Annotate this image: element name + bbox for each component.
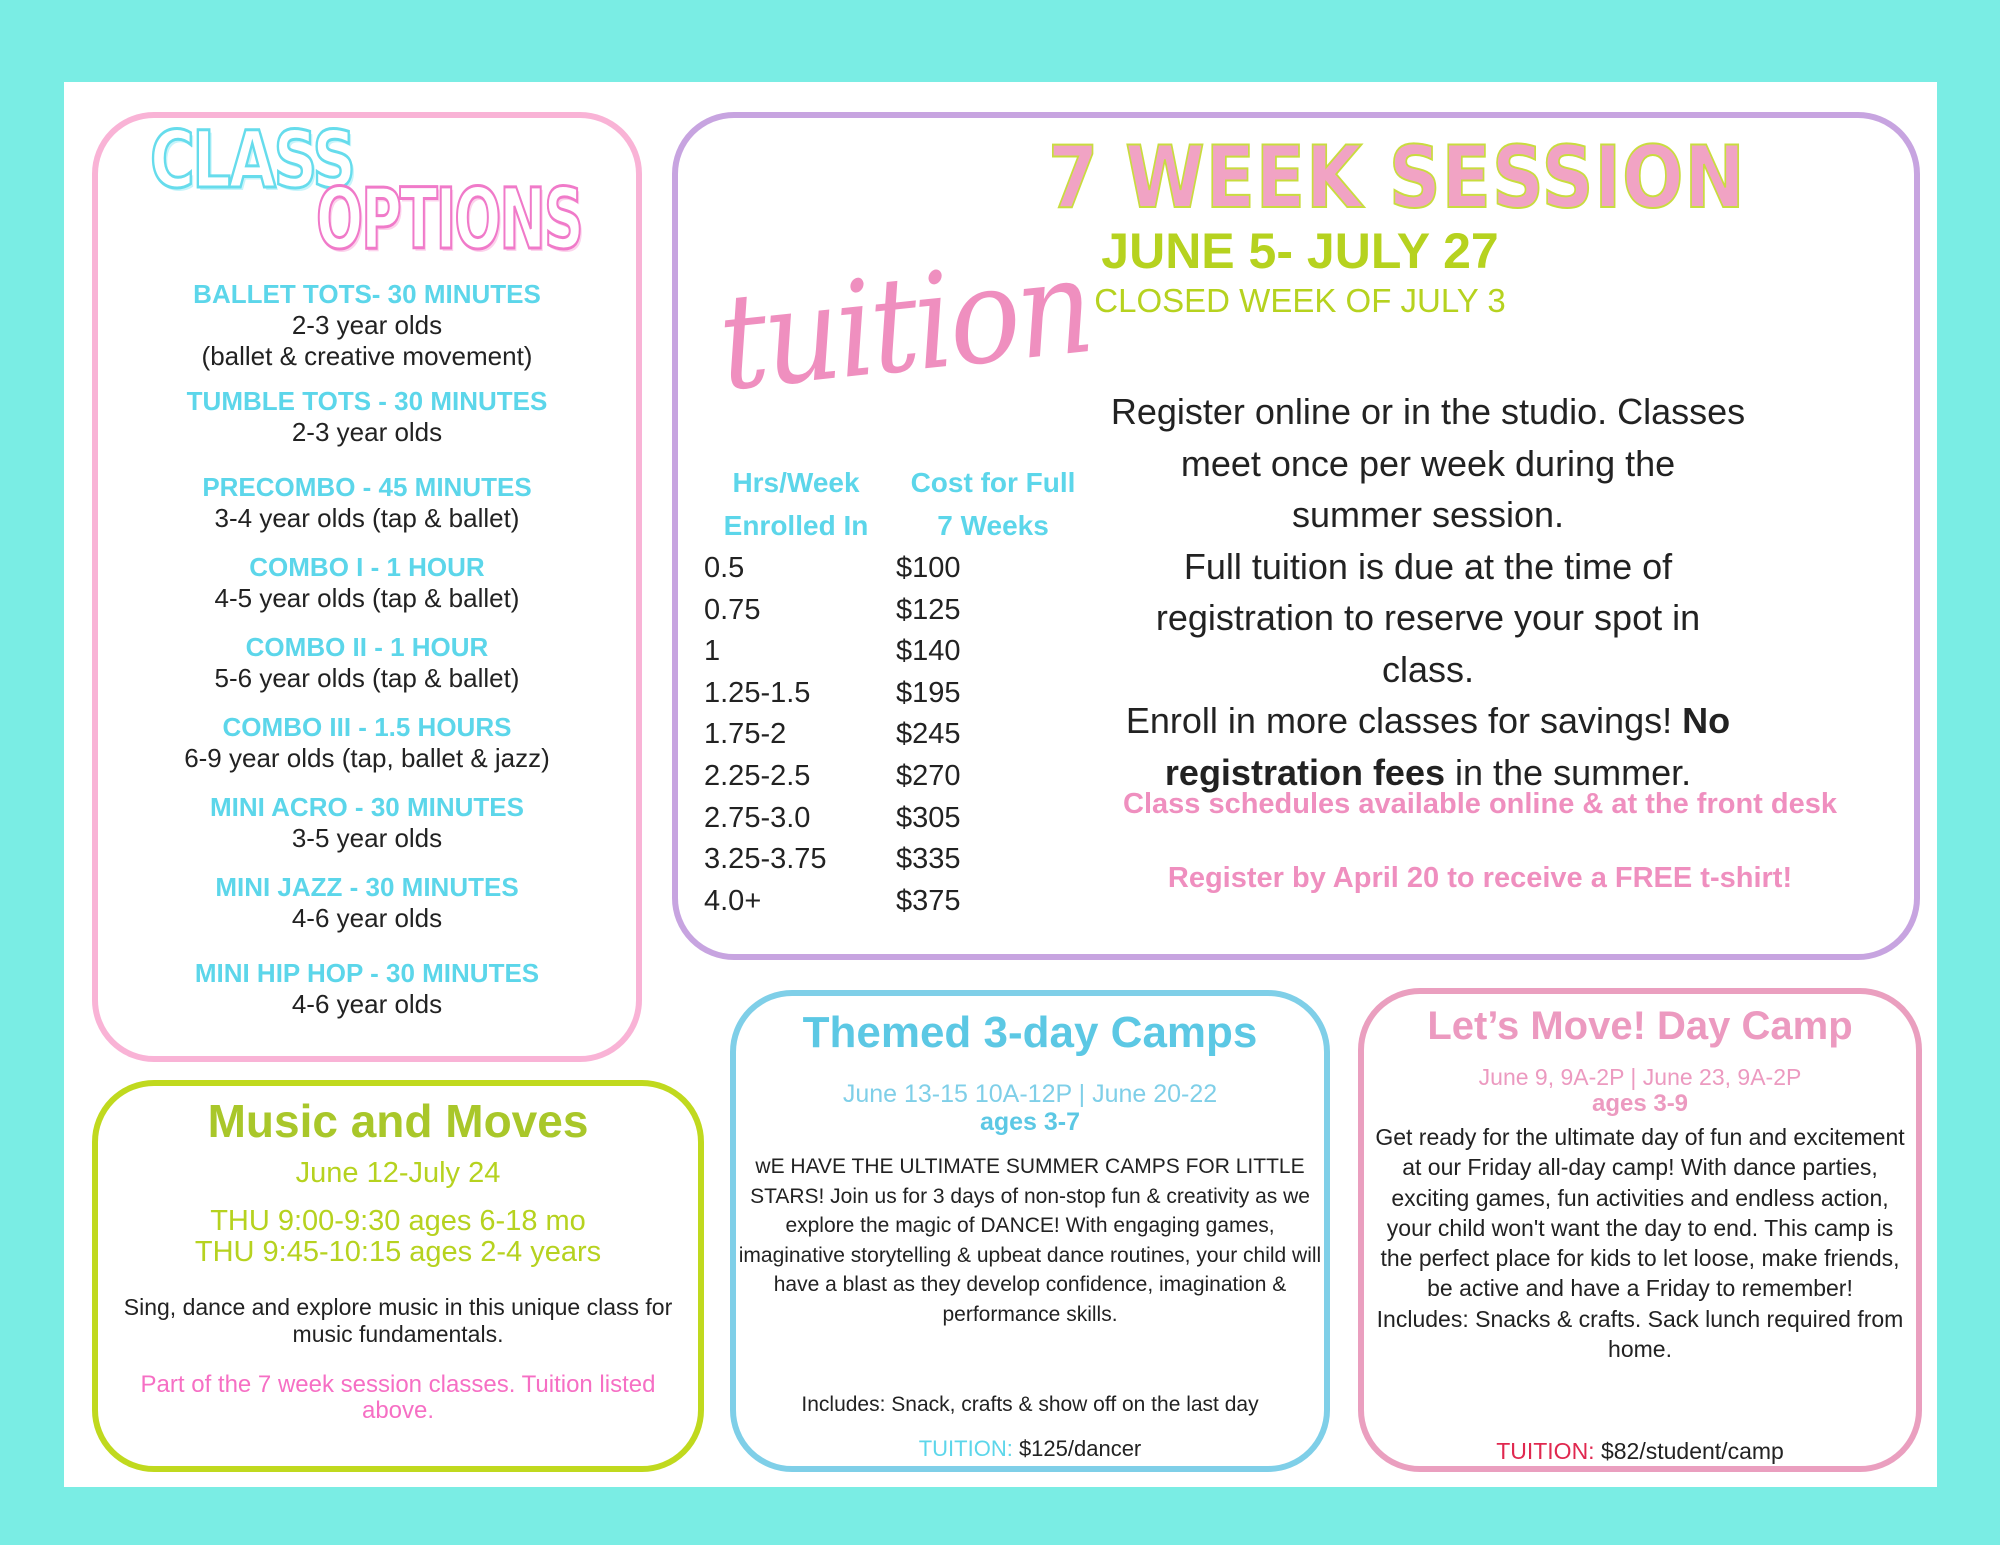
tshirt-note: Register by April 20 to receive a FREE t-shirt! xyxy=(1167,862,1793,894)
tuition-row xyxy=(704,594,1024,636)
music-description: Sing, dance and explore music in this unique class for music fundamentals. xyxy=(123,1294,673,1347)
tuition-cost: $375 xyxy=(896,884,961,917)
class-item xyxy=(112,472,622,534)
registration-line: meet once per week during the xyxy=(1180,442,1676,484)
tuition-cost: $245 xyxy=(896,718,961,751)
tuition-cost: $335 xyxy=(896,843,961,876)
class-description: 5-6 year olds (tap & ballet) xyxy=(214,663,520,693)
day-camp-ages: ages 3-9 xyxy=(1591,1090,1689,1117)
header-line: Enrolled In xyxy=(723,510,869,541)
class-description: 6-9 year olds (tap, ballet & jazz) xyxy=(184,743,550,773)
themed-camps-tuition xyxy=(738,1436,1322,1462)
tuition-label: TUITION: xyxy=(918,1436,1013,1461)
session-title: 7 WEEK SESSION xyxy=(1048,128,1746,228)
tuition-hours: 0.75 xyxy=(704,593,761,626)
tuition-row xyxy=(704,843,1024,885)
tuition-hours: 4.0+ xyxy=(704,884,762,917)
registration-line: Full tuition is due at the time of xyxy=(1183,545,1673,587)
session-dates: JUNE 5- JULY 27 xyxy=(1101,223,1499,279)
tuition-hours: 3.25-3.75 xyxy=(704,843,827,876)
class-description: (ballet & creative movement) xyxy=(201,341,533,371)
tuition-label: TUITION: xyxy=(1496,1438,1595,1464)
header-line: 7 Weeks xyxy=(937,510,1049,541)
registration-bold: No xyxy=(1682,700,1731,741)
tuition-cost: $100 xyxy=(896,552,961,584)
class-name: MINI HIP HOP - 30 MINUTES xyxy=(194,958,540,988)
day-camp-dates: June 9, 9A-2P | June 23, 9A-2P xyxy=(1478,1064,1802,1090)
tuition-row xyxy=(704,885,1024,927)
class-name: COMBO I - 1 HOUR xyxy=(249,552,485,582)
class-item xyxy=(112,792,622,854)
themed-camps-description: wE HAVE THE ULTIMATE SUMMER CAMPS FOR LITTLE STARS! Join us for 3 days of non-stop fun & creativity as we explore the magic of DANCE! With engaging games, imaginative storytelling & upbeat dance routines, your child will have a blast as they develop confidence, imagination & performance skills. xyxy=(738,1155,1322,1326)
class-name: TUMBLE TOTS - 30 MINUTES xyxy=(186,386,548,416)
class-name: PRECOMBO - 45 MINUTES xyxy=(202,472,532,502)
tuition-cost: $305 xyxy=(896,801,961,834)
themed-camps-dates: June 13-15 10A-12P | June 20-22 xyxy=(842,1080,1218,1108)
day-camp-title: Let’s Move! Day Camp xyxy=(1427,1004,1853,1048)
music-times xyxy=(92,1206,704,1268)
music-time: THU 9:45-10:15 ages 2-4 years xyxy=(194,1236,602,1268)
class-name: MINI ACRO - 30 MINUTES xyxy=(210,792,524,822)
tuition-hours: 1.75-2 xyxy=(704,718,787,751)
class-item xyxy=(112,958,622,1020)
tuition-hours: 1 xyxy=(704,635,721,668)
tuition-script-heading: tuition xyxy=(712,229,1097,422)
class-name: BALLET TOTS- 30 MINUTES xyxy=(193,279,541,309)
music-dates: June 12-July 24 xyxy=(295,1157,501,1189)
registration-text: in the summer. xyxy=(1445,751,1692,793)
tuition-value: $82/student/camp xyxy=(1594,1438,1784,1464)
class-list xyxy=(112,279,622,1020)
class-name: MINI JAZZ - 30 MINUTES xyxy=(215,872,519,902)
class-item xyxy=(112,872,622,934)
header-line: Hrs/Week xyxy=(732,467,860,498)
tuition-hours: 2.75-3.0 xyxy=(704,801,811,834)
tuition-row xyxy=(704,760,1024,802)
class-description: 4-6 year olds xyxy=(291,989,443,1019)
music-title: Music and Moves xyxy=(207,1095,589,1147)
day-camp-includes: Includes: Snacks & crafts. Sack lunch required from home. xyxy=(1376,1305,1904,1363)
registration-line: registration to reserve your spot in class. xyxy=(1155,597,1701,690)
tuition-row xyxy=(704,635,1024,677)
tuition-row xyxy=(704,802,1024,844)
registration-bold: registration fees xyxy=(1164,751,1445,793)
class-description: 4-6 year olds xyxy=(291,903,443,933)
session-closed-note: CLOSED WEEK OF JULY 3 xyxy=(1094,282,1506,319)
themed-camps-includes: Includes: Snack, crafts & show off on the last day xyxy=(801,1393,1259,1416)
class-name: COMBO II - 1 HOUR xyxy=(245,632,489,662)
registration-info xyxy=(1108,386,1748,798)
class-item xyxy=(112,552,622,614)
music-note: Part of the 7 week session classes. Tuition listed above. xyxy=(140,1371,656,1424)
tuition-cost: $270 xyxy=(896,760,961,792)
themed-camps-ages: ages 3-7 xyxy=(979,1108,1081,1136)
header-line: Cost for Full xyxy=(910,467,1076,498)
tuition-hours: 0.5 xyxy=(704,552,745,584)
tuition-cost: $140 xyxy=(896,635,961,668)
tuition-header-hours xyxy=(706,461,886,547)
day-camp-tuition xyxy=(1372,1438,1908,1465)
tuition-hours: 1.25-1.5 xyxy=(704,676,811,709)
tuition-cost: $125 xyxy=(896,593,961,626)
tuition-row xyxy=(704,677,1024,719)
tuition-cost: $195 xyxy=(896,676,961,709)
tuition-header-cost xyxy=(888,461,1098,547)
class-name: COMBO III - 1.5 HOURS xyxy=(222,712,512,742)
registration-line xyxy=(1108,695,1748,747)
music-time: THU 9:00-9:30 ages 6-18 mo xyxy=(210,1205,586,1237)
class-description: 2-3 year olds xyxy=(291,310,443,340)
class-item xyxy=(112,279,622,372)
registration-text: Enroll in more classes for savings! xyxy=(1125,700,1683,741)
class-description: 3-5 year olds xyxy=(291,823,443,853)
schedules-note: Class schedules available online & at the front desk xyxy=(1123,788,1837,820)
class-item xyxy=(112,386,622,448)
class-description: 3-4 year olds (tap & ballet) xyxy=(214,503,520,533)
registration-line: Register online or in the studio. Classes xyxy=(1110,391,1746,432)
class-item xyxy=(112,712,622,774)
class-options-title-class: CLASS xyxy=(150,116,354,206)
day-camp-description xyxy=(1372,1122,1908,1364)
class-options-title-options: OPTIONS xyxy=(316,170,582,268)
class-description: 2-3 year olds xyxy=(291,417,443,447)
registration-line: summer session. xyxy=(1291,494,1565,535)
class-description: 4-5 year olds (tap & ballet) xyxy=(214,583,520,613)
themed-camps-title: Themed 3-day Camps xyxy=(802,1008,1258,1057)
class-item xyxy=(112,632,622,694)
day-camp-desc-text: Get ready for the ultimate day of fun and excitement at our Friday all-day camp! With dance parties, exciting games, fun activities and endless action, your child won't want the day to end. This camp is the perfect place for kids to let loose, make friends, be active and have a Friday to remember! xyxy=(1375,1124,1905,1302)
tuition-row xyxy=(704,718,1024,760)
tuition-row xyxy=(704,552,1024,594)
tuition-value: $125/dancer xyxy=(1012,1436,1142,1461)
tuition-hours: 2.25-2.5 xyxy=(704,760,811,792)
